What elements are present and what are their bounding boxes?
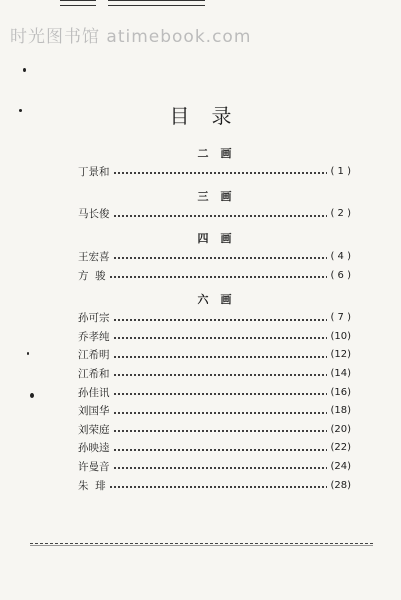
toc-entry[interactable] [78, 476, 351, 495]
entry-page: ( 1 ) [330, 165, 351, 177]
leader-dots [109, 276, 328, 278]
section-heading: 四画 [197, 232, 244, 246]
toc-entry[interactable] [78, 346, 351, 365]
toc [78, 146, 351, 494]
entry-page: (10) [330, 330, 351, 342]
section-heading: 六画 [197, 293, 244, 307]
leader-dots [113, 172, 328, 174]
entry-name: 乔孝纯 [78, 330, 110, 343]
toc-entry[interactable] [78, 383, 351, 402]
bottom-rule [30, 543, 373, 544]
leader-dots [113, 412, 328, 414]
toc-entry[interactable] [78, 401, 351, 420]
entry-page: ( 4 ) [330, 250, 351, 262]
toc-entry[interactable] [78, 205, 351, 224]
entry-page: ( 6 ) [330, 269, 351, 281]
entry-page: (16) [330, 386, 351, 398]
leader-dots [113, 319, 328, 321]
section-heading: 二画 [197, 147, 244, 160]
leader-dots [113, 374, 328, 376]
leader-dots [113, 393, 328, 395]
page-title: 目录 [169, 104, 254, 128]
entry-name: 方 骏 [78, 269, 106, 282]
entry-page: (12) [330, 349, 351, 361]
speck [27, 352, 29, 355]
entry-name: 许曼音 [78, 460, 110, 473]
leader-dots [113, 467, 328, 469]
toc-entry[interactable] [78, 457, 351, 476]
leader-dots [113, 449, 328, 451]
toc-entry[interactable] [78, 327, 351, 346]
entry-page: (14) [330, 367, 351, 379]
leader-dots [113, 257, 328, 259]
leader-dots [113, 430, 328, 432]
toc-entry[interactable] [78, 420, 351, 439]
entry-name: 江希和 [78, 367, 110, 380]
entry-page: (18) [330, 405, 351, 417]
top-rule [60, 0, 205, 6]
watermark: 时光图书馆 atimebook.com [10, 27, 252, 47]
toc-entry[interactable] [78, 247, 351, 266]
entry-name: 孙可宗 [78, 312, 110, 325]
entry-name: 刘国华 [78, 405, 110, 418]
section-heading: 三画 [197, 189, 244, 203]
toc-entry[interactable] [78, 162, 351, 181]
entry-page: ( 7 ) [330, 312, 351, 324]
entry-name: 王宏喜 [78, 250, 110, 263]
entry-page: ( 2 ) [330, 208, 351, 220]
entry-page: (22) [330, 442, 351, 454]
toc-entry[interactable] [78, 266, 351, 285]
entry-name: 江希明 [78, 349, 110, 362]
leader-dots [113, 215, 328, 217]
entry-page: (28) [330, 479, 351, 491]
toc-entry[interactable] [78, 439, 351, 458]
entry-name: 朱 琲 [78, 479, 106, 492]
toc-entry[interactable] [78, 364, 351, 383]
toc-entry[interactable] [78, 308, 351, 327]
entry-name: 刘荣庭 [78, 423, 110, 436]
speck [30, 393, 34, 398]
leader-dots [109, 486, 328, 488]
leader-dots [113, 337, 328, 339]
entry-page: (24) [330, 460, 351, 472]
entry-name: 丁景和 [78, 165, 110, 178]
entry-name: 马长俊 [78, 208, 110, 221]
speck [23, 68, 26, 72]
bottom-rule [30, 545, 373, 546]
entry-name: 孙映逵 [78, 442, 110, 455]
leader-dots [113, 356, 328, 358]
entry-name: 孙佳讯 [78, 386, 110, 399]
entry-page: (20) [330, 423, 351, 435]
